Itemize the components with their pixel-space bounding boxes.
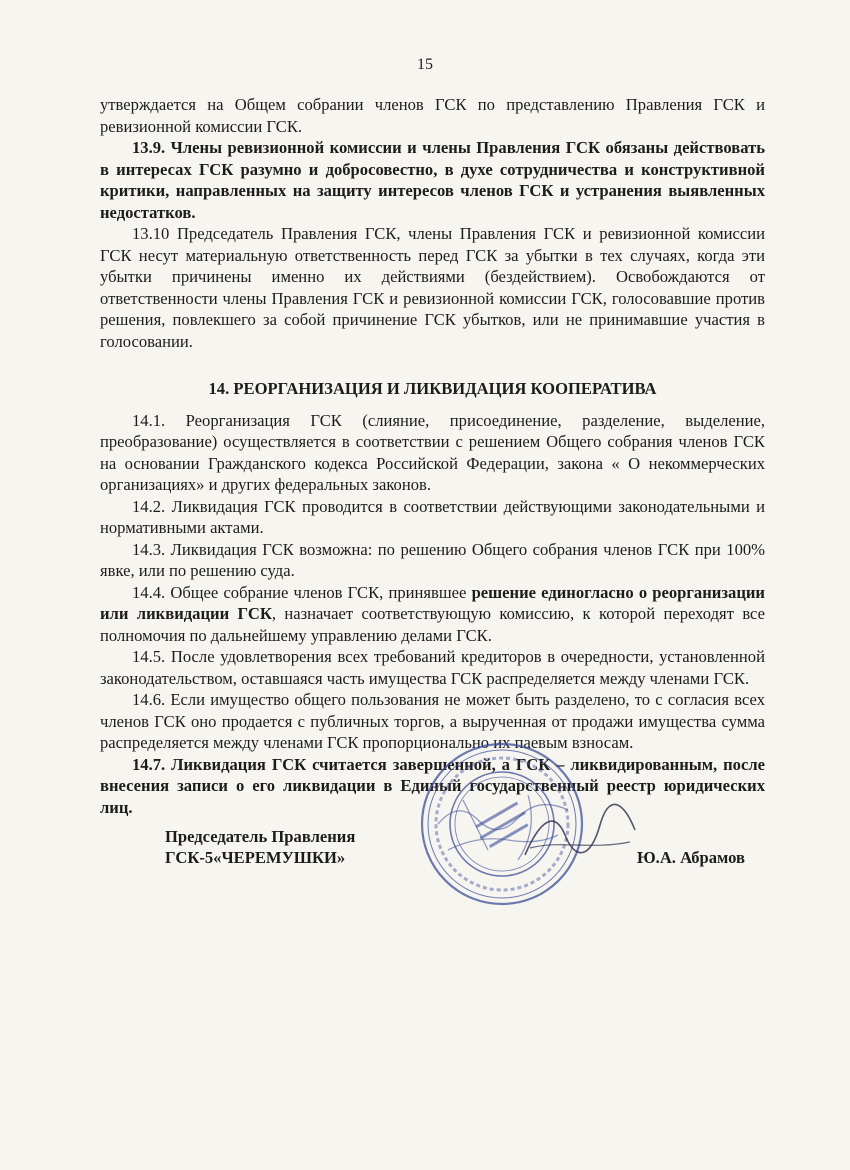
paragraph-14-4 xyxy=(100,582,765,647)
document-body xyxy=(100,94,765,818)
signature-title: Председатель Правления xyxy=(165,827,356,846)
paragraph-continuation: утверждается на Общем собрании членов ГСК по представлению Правления ГСК и ревизионной комиссии ГСК. xyxy=(100,95,765,136)
paragraph-14-4-start: 14.4. Общее собрание членов ГСК, принявшее xyxy=(132,582,472,602)
paragraph-14-7: 14.7. Ликвидация ГСК считается завершенной, а ГСК – ликвидированным, после внесения записи о его ликвидации в Единый государственный реестр юридических лиц. xyxy=(100,754,765,817)
section-heading-14: 14. РЕОРГАНИЗАЦИЯ И ЛИКВИДАЦИЯ КООПЕРАТИВА xyxy=(208,379,657,398)
signature-organization: ГСК-5«ЧЕРЕМУШКИ» xyxy=(165,848,346,867)
paragraph-13-10: 13.10 Председатель Правления ГСК, члены Правления ГСК и ревизионной комиссии ГСК несут материальную ответственность перед ГСК за убытки в тех случаях, когда эти убытки причинены именно их действиями (бездействием). Освобождаются от ответственности члены Правления ГСК и ревизионной комиссии ГСК, голосовавшие против решения, повлекшего за собой причинение ГСК убытков, или не принимавшие участия в голосовании. xyxy=(100,224,765,351)
paragraph-14-3: 14.3. Ликвидация ГСК возможна: по решению Общего собрания членов ГСК при 100% явке, или по решению суда. xyxy=(100,539,765,580)
paragraph-14-5: 14.5. После удовлетворения всех требований кредиторов в очередности, установленной законодательством, оставшаяся часть имущества ГСК распределяется между членами ГСК. xyxy=(100,647,765,688)
paragraph-14-4-end: , назначает соответствующую комиссию, к которой переходят все полномочия по дальнейшему управлению делами ГСК. xyxy=(100,604,765,645)
paragraph-14-6: 14.6. Если имущество общего пользования не может быть разделено, то с согласия всех членов ГСК оно продается с публичных торгов, а вырученная от продажи имущества сумма распределяется между членами ГСК пропорционально их паевым взносам. xyxy=(100,690,765,752)
handwritten-signature xyxy=(520,800,640,870)
paragraph-14-4-emphasis: решение единогласно о реорганизации или ликвидации ГСК xyxy=(100,582,765,623)
signature-name: Ю.А. Абрамов xyxy=(636,848,745,867)
bleed-through-texture xyxy=(100,1040,765,1100)
page-number: 15 xyxy=(417,56,433,73)
paragraph-13-9: 13.9. Члены ревизионной комиссии и члены Правления ГСК обязаны действовать в интересах ГСК разумно и добросовестно, в духе сотрудничества и конструктивной критики, направленных на защиту интересов членов ГСК и устранения выявленных недостатков. xyxy=(100,138,765,222)
paragraph-14-1: 14.1. Реорганизация ГСК (слияние, присоединение, разделение, выделение, преобразование) осуществляется в соответствии с решением Общего собрания членов ГСК на основании Гражданского кодекса Российской Федерации, закона « О некоммерческих организациях» и других федеральных законов. xyxy=(100,410,765,494)
paragraph-14-2: 14.2. Ликвидация ГСК проводится в соответствии действующими законодательными и нормативными актами. xyxy=(100,496,765,537)
